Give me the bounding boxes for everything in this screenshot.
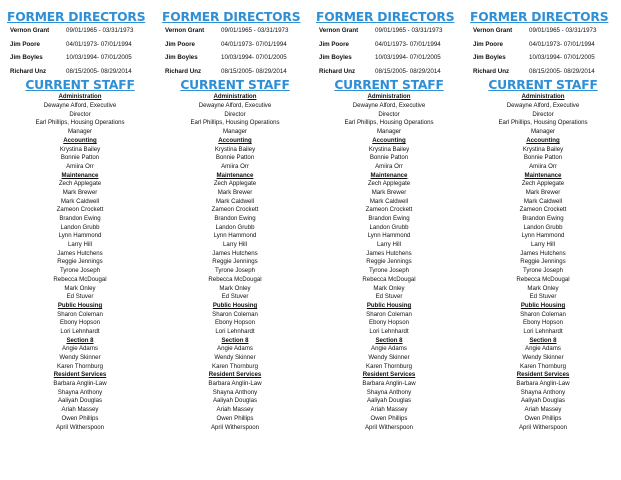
staff-member: Lori Lehnhardt [60, 327, 100, 335]
staff-member: Krystina Bailey [522, 145, 564, 153]
staff-member: Karen Thornburg [366, 362, 412, 370]
department-heading: Public Housing [520, 301, 566, 309]
current-staff-list [4, 93, 156, 432]
staff-member: Lori Lehnhardt [523, 327, 563, 335]
staff-member: Bonnie Patton [215, 154, 255, 162]
staff-member: April Witherspoon [518, 423, 568, 431]
staff-member: Reggie Jennings [57, 258, 103, 266]
former-director-row [159, 51, 311, 65]
staff-member: Lori Lehnhardt [215, 327, 255, 335]
staff-member: Dewayne Alford, Executive [43, 102, 117, 110]
staff-member: Karen Thornburg [57, 362, 103, 370]
department-heading: Maintenance [370, 171, 408, 179]
director-name: Jim Boyles [319, 54, 352, 62]
staff-member: Barbara Anglin-Law [362, 380, 416, 388]
staff-member: Mark Brewer [217, 188, 253, 196]
staff-member: Karen Thornburg [212, 362, 258, 370]
staff-member: April Witherspoon [210, 423, 260, 431]
staff-member: Owen Phillips [216, 414, 254, 422]
staff-member: Manager [376, 128, 402, 136]
staff-member: Larry Hill [222, 241, 248, 249]
staff-member: Brandon Ewing [59, 215, 101, 222]
staff-member: Larry Hill [67, 241, 93, 249]
staff-member: Zech Applegate [58, 180, 102, 188]
staff-member: Angie Adams [371, 345, 407, 353]
director-dates: 08/15/2005- 08/29/2014 [66, 67, 132, 75]
department-heading: Maintenance [216, 171, 254, 179]
staff-member: Zech Applegate [213, 180, 257, 188]
staff-member: Aaliyah Douglas [520, 397, 566, 405]
staff-member: Zameon Crockett [365, 206, 413, 214]
staff-member: Shayna Anthony [520, 388, 566, 396]
staff-member: Krystina Bailey [214, 145, 256, 153]
former-directors-heading: FORMER DIRECTORS [162, 10, 301, 24]
former-director-row [313, 65, 465, 79]
staff-member: Aaliyah Douglas [57, 397, 103, 405]
director-name: Vernon Grant [165, 27, 205, 34]
directory-column [159, 0, 311, 432]
staff-member: Ariah Massey [216, 406, 254, 414]
staff-member: Mark Brewer [371, 188, 407, 196]
staff-member: Rebecca McDougal [516, 275, 570, 283]
director-name: Jim Poore [165, 40, 195, 48]
staff-member: Wendy Skinner [522, 354, 564, 361]
director-name: Jim Poore [473, 40, 503, 48]
staff-member: Mark Caldwell [60, 197, 100, 205]
former-directors-heading: FORMER DIRECTORS [7, 10, 146, 24]
current-staff-list [467, 93, 619, 432]
department-heading: Administration [58, 93, 102, 101]
staff-member: Barbara Anglin-Law [208, 380, 262, 388]
staff-member: Karen Thornburg [520, 362, 566, 370]
staff-member: Zech Applegate [521, 180, 565, 188]
staff-member: Shayna Anthony [212, 388, 258, 396]
staff-member: Manager [530, 128, 556, 136]
director-name: Vernon Grant [473, 27, 513, 34]
staff-member: Director [532, 110, 554, 118]
directory-column [4, 0, 156, 432]
staff-member: Dewayne Alford, Executive [198, 102, 272, 110]
director-name: Jim Boyles [473, 54, 506, 62]
staff-member: Brandon Ewing [522, 215, 564, 222]
former-director-row [313, 38, 465, 52]
staff-member: Krystina Bailey [368, 145, 410, 153]
director-name: Jim Poore [10, 40, 40, 48]
staff-member: Mark Onley [527, 284, 559, 292]
staff-member: Owen Phillips [370, 414, 408, 422]
staff-member: Sharon Coleman [212, 310, 258, 318]
staff-member: Larry Hill [530, 241, 556, 249]
former-directors-heading: FORMER DIRECTORS [316, 10, 455, 24]
staff-member: Bonnie Patton [369, 154, 409, 162]
department-heading: Public Housing [366, 301, 412, 309]
staff-member: Lynn Hammond [213, 232, 257, 240]
director-dates: 04/01/1973- 07/01/1994 [221, 40, 287, 48]
staff-member: Sharon Coleman [57, 310, 103, 318]
staff-member: Tyrone Joseph [369, 267, 409, 275]
current-staff-heading: CURRENT STAFF [25, 78, 135, 93]
staff-member: Sharon Coleman [520, 310, 566, 318]
department-heading: Administration [367, 93, 411, 101]
staff-member: Tyrone Joseph [523, 267, 563, 275]
staff-member: Barbara Anglin-Law [53, 380, 107, 388]
staff-member: Reggie Jennings [520, 258, 566, 266]
director-name: Jim Boyles [165, 54, 198, 62]
department-heading: Resident Services [362, 371, 416, 379]
staff-member: Angie Adams [525, 345, 561, 353]
staff-member: Mark Onley [373, 284, 405, 292]
staff-member: Rebecca McDougal [362, 275, 416, 283]
staff-member: Mark Caldwell [523, 197, 563, 205]
department-heading: Administration [521, 93, 565, 101]
staff-member: Mark Onley [219, 284, 251, 292]
staff-member: Zameon Crockett [519, 206, 567, 214]
staff-member: Earl Phillips, Housing Operations [498, 119, 588, 127]
staff-member: Director [69, 110, 91, 118]
staff-member: Ed Stuver [529, 293, 557, 301]
staff-member: Lynn Hammond [367, 232, 411, 240]
staff-member: Aaliyah Douglas [366, 397, 412, 405]
former-director-row [159, 38, 311, 52]
staff-member: Ariah Massey [61, 406, 99, 414]
department-heading: Resident Services [53, 371, 107, 379]
department-heading: Accounting [372, 136, 406, 144]
staff-member: Krystina Bailey [59, 145, 101, 153]
director-dates: 08/15/2005- 08/29/2014 [221, 67, 287, 75]
former-director-row [4, 65, 156, 79]
staff-member: Earl Phillips, Housing Operations [35, 119, 125, 127]
staff-member: Ariah Massey [370, 406, 408, 414]
director-dates: 04/01/1973- 07/01/1994 [375, 40, 441, 48]
staff-member: Ebony Hopson [215, 319, 255, 327]
current-staff-list [313, 93, 465, 432]
former-director-row [4, 51, 156, 65]
staff-member: Tyrone Joseph [215, 267, 255, 275]
staff-member: Mark Caldwell [215, 197, 255, 205]
staff-member: Lynn Hammond [58, 232, 102, 240]
former-director-row [4, 24, 156, 38]
department-heading: Public Housing [57, 301, 103, 309]
staff-member: Director [378, 110, 400, 118]
staff-member: Manager [222, 128, 248, 136]
department-heading: Section 8 [66, 336, 94, 344]
staff-member: Manager [67, 128, 93, 136]
director-name: Richard Unz [165, 67, 202, 75]
staff-member: Owen Phillips [61, 414, 99, 422]
staff-member: Mark Onley [64, 284, 96, 292]
former-director-row [313, 51, 465, 65]
director-name: Richard Unz [319, 67, 356, 75]
staff-member: James Hutchens [520, 249, 566, 257]
former-director-row [467, 51, 619, 65]
staff-member: Wendy Skinner [368, 354, 410, 361]
staff-member: Dewayne Alford, Executive [352, 102, 426, 110]
current-staff-heading: CURRENT STAFF [488, 78, 598, 93]
staff-member: Angie Adams [217, 345, 253, 353]
former-directors-heading: FORMER DIRECTORS [470, 10, 609, 24]
staff-member: Ebony Hopson [369, 319, 409, 327]
staff-member: April Witherspoon [55, 423, 105, 431]
staff-member: Ariah Massey [524, 406, 562, 414]
former-director-row [467, 65, 619, 79]
staff-member: Rebecca McDougal [53, 275, 107, 283]
former-director-row [159, 24, 311, 38]
former-director-row [467, 24, 619, 38]
director-dates: 09/01/1965 - 03/31/1973 [375, 27, 443, 34]
staff-member: Owen Phillips [524, 414, 562, 422]
staff-member: Landon Grubb [369, 223, 409, 231]
former-director-row [4, 38, 156, 52]
department-heading: Maintenance [524, 171, 562, 179]
staff-member: Wendy Skinner [59, 354, 101, 361]
staff-member: Reggie Jennings [212, 258, 258, 266]
former-director-row [159, 65, 311, 79]
directory-column [467, 0, 619, 432]
staff-member: Angie Adams [62, 345, 98, 353]
current-staff-list [159, 93, 311, 432]
staff-member: Tyrone Joseph [60, 267, 100, 275]
department-heading: Resident Services [516, 371, 570, 379]
staff-member: Ebony Hopson [60, 319, 100, 327]
department-heading: Accounting [218, 136, 252, 144]
staff-member: James Hutchens [212, 249, 258, 257]
staff-member: Brandon Ewing [214, 215, 256, 222]
director-dates: 08/15/2005- 08/29/2014 [375, 67, 441, 75]
director-name: Richard Unz [473, 67, 510, 75]
staff-member: Ed Stuver [375, 293, 403, 301]
director-dates: 09/01/1965 - 03/31/1973 [66, 27, 134, 34]
department-heading: Accounting [63, 136, 97, 144]
staff-member: Amiira Orr [529, 162, 557, 170]
staff-member: Bonnie Patton [523, 154, 563, 162]
current-staff-heading: CURRENT STAFF [334, 78, 444, 93]
director-name: Jim Poore [319, 40, 349, 48]
department-heading: Section 8 [529, 336, 557, 344]
director-dates: 10/03/1994- 07/01/2005 [221, 54, 287, 62]
former-director-row [313, 24, 465, 38]
staff-member: April Witherspoon [364, 423, 414, 431]
staff-member: Barbara Anglin-Law [516, 380, 570, 388]
staff-member: Brandon Ewing [368, 215, 410, 222]
director-dates: 04/01/1973- 07/01/1994 [529, 40, 595, 48]
staff-member: Shayna Anthony [366, 388, 412, 396]
staff-member: Larry Hill [376, 241, 402, 249]
staff-member: Landon Grubb [523, 223, 563, 231]
staff-member: Zameon Crockett [211, 206, 259, 214]
director-dates: 09/01/1965 - 03/31/1973 [221, 27, 289, 34]
staff-member: Reggie Jennings [366, 258, 412, 266]
staff-member: Zameon Crockett [56, 206, 104, 214]
staff-member: Lynn Hammond [521, 232, 565, 240]
staff-member: Dewayne Alford, Executive [506, 102, 580, 110]
director-name: Jim Boyles [10, 54, 43, 62]
department-heading: Public Housing [212, 301, 258, 309]
staff-member: Ed Stuver [221, 293, 249, 301]
directory-column [313, 0, 465, 432]
staff-member: Earl Phillips, Housing Operations [190, 119, 280, 127]
director-name: Richard Unz [10, 67, 47, 75]
staff-member: Wendy Skinner [214, 354, 256, 361]
department-heading: Maintenance [61, 171, 99, 179]
staff-member: Director [224, 110, 246, 118]
staff-member: Zech Applegate [367, 180, 411, 188]
staff-member: Ed Stuver [66, 293, 94, 301]
staff-member: Sharon Coleman [366, 310, 412, 318]
director-name: Vernon Grant [10, 27, 50, 34]
department-heading: Administration [213, 93, 257, 101]
staff-member: James Hutchens [57, 249, 103, 257]
director-dates: 04/01/1973- 07/01/1994 [66, 40, 132, 48]
director-dates: 08/15/2005- 08/29/2014 [529, 67, 595, 75]
staff-member: Amiira Orr [221, 162, 249, 170]
staff-member: Earl Phillips, Housing Operations [344, 119, 434, 127]
department-heading: Section 8 [221, 336, 249, 344]
staff-member: Amiira Orr [66, 162, 94, 170]
staff-member: Landon Grubb [215, 223, 255, 231]
staff-member: James Hutchens [366, 249, 412, 257]
staff-member: Bonnie Patton [60, 154, 100, 162]
former-director-row [467, 38, 619, 52]
director-dates: 10/03/1994- 07/01/2005 [529, 54, 595, 62]
staff-member: Lori Lehnhardt [369, 327, 409, 335]
staff-member: Ebony Hopson [523, 319, 563, 327]
director-name: Vernon Grant [319, 27, 359, 34]
staff-member: Mark Brewer [62, 188, 98, 196]
current-staff-heading: CURRENT STAFF [180, 78, 290, 93]
staff-member: Landon Grubb [60, 223, 100, 231]
staff-member: Mark Caldwell [369, 197, 409, 205]
staff-member: Amiira Orr [375, 162, 403, 170]
director-dates: 10/03/1994- 07/01/2005 [375, 54, 441, 62]
staff-member: Aaliyah Douglas [212, 397, 258, 405]
staff-member: Mark Brewer [525, 188, 561, 196]
department-heading: Resident Services [208, 371, 262, 379]
department-heading: Accounting [526, 136, 560, 144]
director-dates: 10/03/1994- 07/01/2005 [66, 54, 132, 62]
department-heading: Section 8 [375, 336, 403, 344]
staff-member: Shayna Anthony [57, 388, 103, 396]
staff-member: Rebecca McDougal [208, 275, 262, 283]
director-dates: 09/01/1965 - 03/31/1973 [529, 27, 597, 34]
